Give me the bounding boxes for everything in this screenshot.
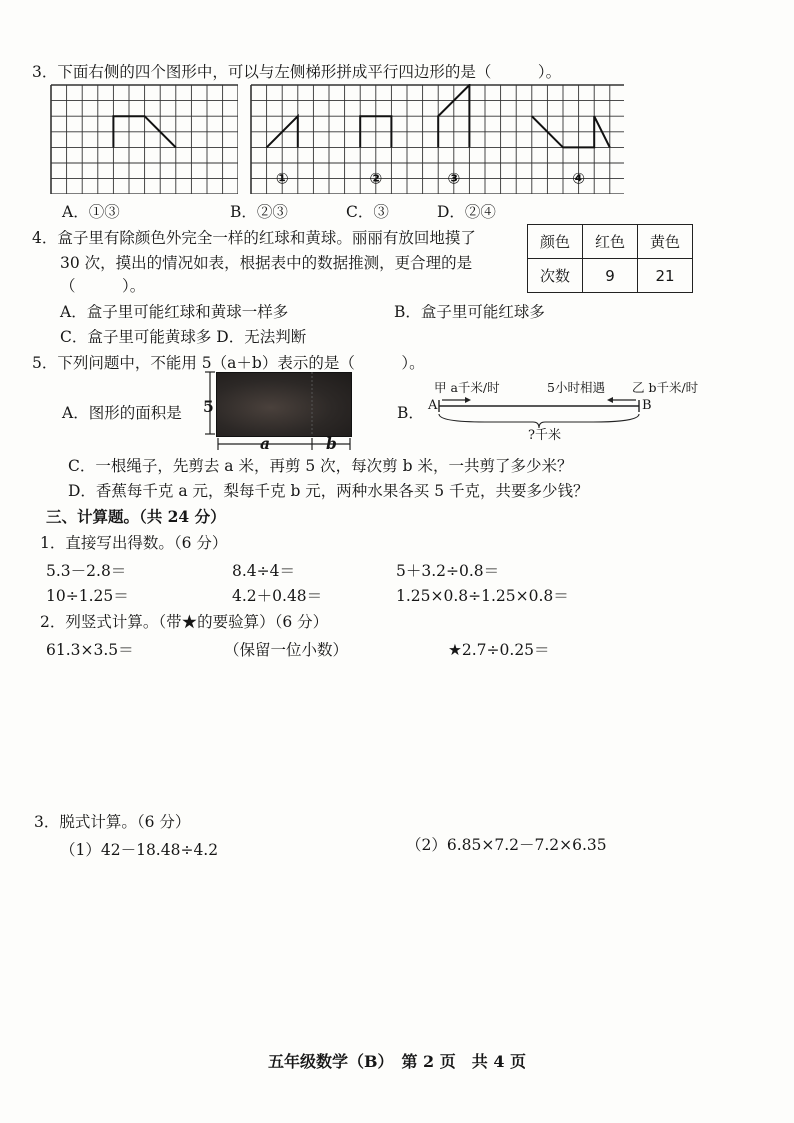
calc-item: （2）6.85×7.2－7.2×6.35: [406, 836, 607, 854]
calc-item: 10÷1.25＝: [46, 587, 129, 605]
meet-time-label: 5小时相遇: [547, 380, 605, 395]
page-footer: 五年级数学（B） 第 2 页 共 4 页: [267, 1052, 527, 1071]
dimension-5-label: 5: [203, 397, 214, 416]
option-number-label: ④: [572, 169, 585, 188]
option-shapes-grid: [250, 84, 624, 194]
q4-stem-line1: 4．盒子里有除颜色外完全一样的红球和黄球。丽丽有放回地摸了: [32, 229, 476, 247]
q5-option-c: C．一根绳子，先剪去 a 米，再剪 5 次，每次剪 b 米，一共剪了多少米？: [68, 457, 573, 475]
q3-stem: 3．下面右侧的四个图形中，可以与左侧梯形拼成平行四边形的是（ ）。: [32, 63, 562, 81]
dimension-b-label: b: [326, 434, 337, 453]
table-cell: 红色: [583, 225, 638, 259]
q3-option-b: B．②③: [230, 203, 288, 221]
distance-label: ?千米: [528, 428, 561, 443]
table-header-row: [528, 225, 693, 259]
calc-item: 5.3－2.8＝: [46, 562, 127, 580]
calc-item: 4.2＋0.48＝: [232, 587, 323, 605]
option-number-label: ③: [447, 169, 461, 188]
point-a-label: A: [428, 398, 438, 413]
frequency-table: [527, 224, 693, 293]
option-number-label: ②: [369, 169, 383, 188]
section-3-sub1: 1．直接写出得数。（6 分）: [40, 534, 228, 552]
speed-label-jia: 甲 a千米/时: [434, 380, 500, 395]
q5-stem: 5．下列问题中，不能用 5（a＋b）表示的是（ ）。: [32, 354, 425, 372]
q5-option-d: D．香蕉每千克 a 元，梨每千克 b 元，两种水果各买 5 千克，共要多少钱？: [68, 482, 589, 500]
q4-option-b: B．盒子里可能红球多: [394, 303, 545, 321]
table-cell: 9: [583, 259, 638, 293]
table-cell: 颜色: [528, 225, 583, 259]
speed-label-yi: 乙 b千米/时: [632, 380, 699, 395]
q3-option-c: C．③: [346, 203, 389, 221]
rectangle-dimensions: [196, 366, 366, 458]
q3-option-d: D．②④: [437, 203, 496, 221]
point-b-label: B: [642, 398, 652, 413]
section-3-sub3: 3．脱式计算。（6 分）: [34, 813, 191, 831]
table-cell: 21: [638, 259, 693, 293]
section-3-sub2: 2．列竖式计算。（带★的要验算）（6 分）: [40, 613, 329, 631]
section-3-title: 三、计算题。（共 24 分）: [46, 507, 226, 526]
calc-item: ★2.7÷0.25＝: [448, 641, 550, 659]
dimension-a-label: a: [260, 434, 271, 453]
calc-item: 8.4÷4＝: [232, 562, 295, 580]
calc-item: 1.25×0.8÷1.25×0.8＝: [396, 587, 569, 605]
calc-item: 61.3×3.5＝: [46, 641, 134, 659]
q5-option-b: B．: [397, 404, 424, 422]
trapezoid-grid: [50, 84, 238, 194]
rounding-note: （保留一位小数）: [224, 641, 349, 659]
table-cell: 黄色: [638, 225, 693, 259]
q4-option-cd: C．盒子里可能黄球多 D．无法判断: [60, 328, 307, 346]
q5-option-a: A．图形的面积是: [62, 404, 182, 422]
q4-stem-line2: 30 次，摸出的情况如表，根据表中的数据推测，更合理的是: [60, 254, 473, 272]
q4-stem-line3: （ ）。: [60, 277, 146, 295]
table-row: [528, 259, 693, 293]
table-cell: 次数: [528, 259, 583, 293]
q4-option-a: A．盒子里可能红球和黄球一样多: [60, 303, 289, 321]
calc-item: （1）42－18.48÷4.2: [60, 841, 219, 859]
calc-item: 5＋3.2÷0.8＝: [396, 562, 500, 580]
q3-option-a: A．①③: [62, 203, 120, 221]
option-number-label: ①: [275, 169, 289, 188]
